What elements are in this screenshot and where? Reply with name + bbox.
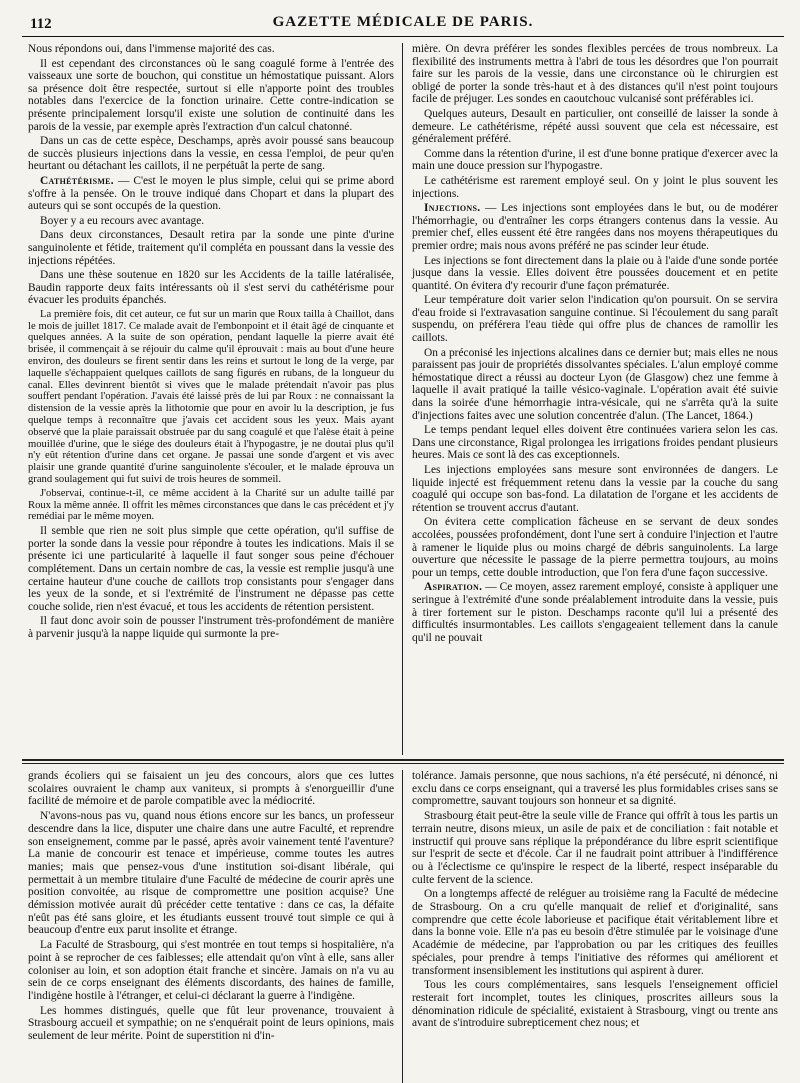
- paragraph: [412, 979, 778, 1030]
- paragraph: [412, 888, 778, 977]
- paragraph-text: On a longtemps affecté de reléguer au troisième rang la Faculté de médecine de Strasbourg. On a cru qu'elle manquait de relief et d'originalité, sans comprendre que cette école laborieuse et pacifique était véritablement libre et dans la bonne voie. Elle n'a pas eu besoin d'être stimulée par le voisinage d'une Académie de médecine, par l'approbation ou par les critiques des feuilles spéciales, pour prendre à temps l'initiative des réformes qui améliorent et transforment insensiblement les institutions qui aspirent à durer.: [412, 888, 778, 977]
- paragraph-text: Les injections se font directement dans la plaie ou à l'aide d'une sonde portée jusque dans la vessie. Elles doivent être poussées doucement et en petite quantité. On évitera d'y recourir d'une façon prématurée.: [412, 254, 778, 292]
- paragraph-text: La Faculté de Strasbourg, qui s'est montrée en tout temps si hospitalière, n'a point à se reprocher de ces faiblesses; elle attendait qu'on vînt à elle, sans aller coloniser au loin, et son adoption était franche et sincère. Jamais on n'a vu au sein de ce corps enseignant des éléments discordants, des haines de famille, l'indigène hostile à l'étranger, et celui-ci déclarant la guerre à l'indigène.: [28, 939, 394, 1002]
- paragraph-text: Dans deux circonstances, Desault retira par la sonde une pinte d'urine sanguinolente et fétide, traitement qu'il compléta en poussant dans la vessie des injections répétées.: [28, 229, 394, 267]
- paragraph-text: tolérance. Jamais personne, que nous sachions, n'a été persécuté, ni dénoncé, ni exclu dans ce corps enseignant, qui a traversé les plus formidables crises sans se compromettre, sauvant toujours son honneur et sa dignité.: [412, 770, 778, 808]
- paragraph: [28, 1005, 394, 1043]
- paragraph-text: — C'est le moyen le plus simple, celui qui se prime abord s'offre à la pensée. On le trouve indiqué dans Chopart et dans la plupart des auteurs qui se sont occupés de la question.: [28, 174, 394, 213]
- paragraph-text: On a préconisé les injections alcalines dans ce dernier but; mais elles ne nous paraissent pas jouir de propriétés dissolvantes spéciales. L'alun employé comme hémostatique direct a réussi au docteur Lyon (de Glasgow) chez une femme à laquelle il avait pratiqué la taille vésico-vaginale. L'opération avait été suivie dans la soirée d'une hémorrhagie intra-vésicale, qui ne s'arrêta qu'à la suite d'injections faites avec une solution concentrée d'alun. (The Lancet, 1864.): [412, 346, 778, 422]
- paragraph: [28, 615, 394, 640]
- paragraph: [412, 108, 778, 146]
- paragraph-text: grands écoliers qui se faisaient un jeu des concours, alors que ces luttes scolaires ouvraient le champ aux vaniteux, si prompts à s'enorgueillir d'une facilité de mémoire et de parole compatible avec la médiocrité.: [28, 770, 394, 808]
- paragraph: [28, 43, 394, 56]
- paragraph-text: Le cathétérisme est rarement employé seul. On y joint le plus souvent les injections.: [412, 174, 778, 200]
- paragraph-text: Tous les cours complémentaires, sans lesquels l'enseignement officiel resterait fort incomplet, toutes les cliniques, proscrites ailleurs sous la dénomination ridicule de spécialité, existaient à Strasbourg, vingt ou trente ans avant de s'introduire subrepticement chez nous; et: [412, 979, 778, 1030]
- paragraph: [412, 43, 778, 106]
- paragraph: [28, 175, 394, 213]
- section-label: Cathétérisme.: [40, 174, 114, 187]
- paragraph-text: Les injections employées sans mesure sont environnées de dangers. Le liquide injecté est fréquemment retenu dans la vessie par la couche du sang coagulé qui occupe son bas-fond. La dilatation de l'organe et les accidents de rétention se trouvent accrus d'autant.: [412, 464, 778, 514]
- paragraph: [412, 581, 778, 644]
- paragraph: [28, 770, 394, 808]
- paragraph-text: Le temps pendant lequel elles doivent être continuées variera selon les cas. Dans une circonstance, Rigal prolongea les irrigations froides pendant plusieurs heures. Mais ce sont là des cas exceptionnels.: [412, 424, 778, 462]
- section-separator: [22, 759, 784, 764]
- page-header: [22, 10, 784, 37]
- paragraph: [412, 202, 778, 252]
- section-label: Aspiration.: [424, 581, 483, 594]
- paragraph: [412, 770, 778, 808]
- paragraph: [412, 810, 778, 886]
- feuilleton-column-left: [22, 770, 402, 1083]
- paragraph-text: Dans un cas de cette espèce, Deschamps, après avoir poussé sans beaucoup de succès plusieurs injections dans la vessie, en cessa l'emploi, de peur qu'en heurtant ou détachant les caillots, il ne perpétuât la perte de sang.: [28, 135, 394, 173]
- section-label: Injections.: [424, 202, 481, 215]
- paragraph-text: Il semble que rien ne soit plus simple que cette opération, qu'il suffise de porter la sonde dans la vessie pour répondre à toutes les indications. Mais il se présente ici une particularité à laquelle il faut songer sous peine d'échouer complétement. Dans un certain nombre de cas, la vessie est remplie jusqu'à une certaine hauteur d'une couche de caillots trop consistants pour s'engager dans les yeux de la sonde, et si l'extrémité de l'instrument ne dépasse pas cette couche solide, rien n'est évacué, et tous les accidents de rétention persistent.: [28, 525, 394, 613]
- paragraph: [28, 525, 394, 613]
- paragraph-text: Il faut donc avoir soin de pousser l'instrument très-profondément de manière à parvenir jusqu'à la nappe liquide qui surmonte la pre-: [28, 615, 394, 640]
- paragraph-text: On évitera cette complication fâcheuse en se servant de deux sondes accolées, poussées profondément, dont l'une sert à conduire l'injection et l'autre à ramener le liquide plus ou moins chargé de débris sanguinolents. La large ouverture que nécessite le passage de la pierre permettra toujours, au moins pour un temps, cette double introduction, que l'on fera d'une façon successive.: [412, 516, 778, 579]
- paragraph: [28, 229, 394, 267]
- paragraph: [28, 58, 394, 134]
- paragraph-text: Les hommes distingués, quelle que fût leur provenance, trouvaient à Strasbourg accueil et sympathie; on ne s'enquérait point de leurs opinions, mais seulement de leur mérite. Point de superstition ni d'in-: [28, 1004, 394, 1043]
- journal-title: GAZETTE MÉDICALE DE PARIS.: [272, 14, 534, 30]
- paragraph-text: mière. On devra préférer les sondes flexibles percées de trous nombreux. La flexibilité des instruments mettra à l'abri de tous les désordres que l'on pourrait faire sur les parois de la vessie, dans une circonstance où le chirurgien est obligé de porter la sonde très-haut et à des distances qu'il n'est point toujours facile de préjuger. Les sondes en caoutchouc vulcanisé sont préférables ici.: [412, 43, 778, 106]
- paragraph-text: Boyer y a eu recours avec avantage.: [40, 214, 205, 227]
- paragraph-text: Dans une thèse soutenue en 1820 sur les Accidents de la taille latéralisée, Baudin rapporte deux faits intéressants où il s'est servi du cathétérisme pour évacuer les produits épanchés.: [28, 269, 394, 307]
- paragraph-text: — Les injections sont employées dans le but, ou de modérer l'hémorrhagie, ou d'entraîner les corps étrangers contenus dans la vessie. Au premier chef, elles eussent été être rangées dans nos moyens thérapeutiques du premier ordre; mais nous avons préféré ne pas scinder leur étude.: [412, 202, 778, 252]
- page-number: 112: [30, 16, 52, 32]
- article-section: [22, 43, 784, 755]
- paragraph: [28, 488, 394, 523]
- article-column-left: [22, 43, 402, 755]
- article-column-right: [402, 43, 784, 755]
- paragraph-text: La première fois, dit cet auteur, ce fut sur un marin que Roux tailla à Chaillot, dans le mois de juillet 1817. Ce malade avait de l'embonpoint et il était âgé de cinquante et quelques années. A la suite de son opération, pendant laquelle la pierre avait été brisée, il commençait à se réjouir du calme qu'il éprouvait : mais au bout d'une heure environ, des douleurs se firent sentir dans les reins et surtout le long de la verge, par laquelle s'échappaient quelques caillots de sang figurés en rubans, de la longueur du canal. Elles devinrent bientôt si vives que le malade prétendait n'avoir pas plus souffert pendant l'opération. J'avais été laissé près de lui par Roux : ne connaissant la distension de la vessie après la lithotomie que pour en avoir lu la description, je fus quelque temps à reconnaître que j'avais cet accident sous les yeux. Mais ayant observé que la plaie paraissait obstruée par du sang coagulé et que l'alèse était à peine mouillée d'urine, que le siége des douleurs était à l'hypogastre, je ne doutai plus qu'il n'y eût rétention d'urine dans cet organe. Je passai une sonde d'argent et vis avec plaisir une grande quantité d'urine sanguinolente s'écouler, et le malade éprouva un grand soulagement qui fut suivi de trois heures de sommeil.: [28, 308, 394, 486]
- paragraph: [28, 269, 394, 307]
- paragraph-text: Comme dans la rétention d'urine, il est d'une bonne pratique d'exercer avec la main une douce pression sur l'hypogastre.: [412, 147, 778, 173]
- paragraph-text: — Ce moyen, assez rarement employé, consiste à appliquer une seringue à l'extrémité d'une sonde préalablement introduite dans la vessie, puis à tirer fortement sur le piston. Deschamps raconte qu'il lui a présenté des difficultés insurmontables. Les caillots s'engageaient tellement dans la canule qu'il ne pouvait: [412, 581, 778, 644]
- paragraph: [412, 516, 778, 579]
- paragraph-text: Nous répondons oui, dans l'immense majorité des cas.: [28, 43, 275, 55]
- paragraph: [412, 347, 778, 423]
- paragraph: [28, 215, 394, 228]
- paragraph-text: Quelques auteurs, Desault en particulier, ont conseillé de laisser la sonde à demeure. Le cathétérisme, répété aussi souvent que cela est nécessaire, est généralement préféré.: [412, 107, 778, 146]
- paragraph-text: Leur température doit varier selon l'indication qu'on poursuit. On se servira d'eau froide si l'extravasation sanguine continue. Si l'écoulement du sang paraît suspendu, on préférera l'eau tiède qui offre plus de chances de ramollir les caillots.: [412, 294, 778, 345]
- feuilleton-column-right: [402, 770, 784, 1083]
- paragraph: [28, 309, 394, 486]
- paragraph-text: N'avons-nous pas vu, quand nous étions encore sur les bancs, un professeur descendre dans la lice, disputer une chaire dans une autre Faculté, et reprendre son enseignement, comme par le passé, après avoir vainement tenté l'aventure? La manie de concourir est tenace et impérieuse, comme toutes les autres manies; mais que pensez-vous d'une institution soi-disant libérale, qui permettait à un membre titulaire d'une Faculté de médecine de courir après une position convoitée, au risque de compromettre une position acquise? Une démission motivée aurait dû précéder cette tentative : dans ce cas, la défaite n'eût pas été sans gloire, et les étudiants eussent trouvé tout simple ce qui à beaucoup d'entre eux parut insolite et étrange.: [28, 810, 394, 937]
- paragraph: [28, 810, 394, 937]
- paragraph: [412, 148, 778, 173]
- paragraph: [412, 464, 778, 514]
- paragraph-text: Strasbourg était peut-être la seule ville de France qui offrît à tous les partis un terrain neutre, disons mieux, un asile de paix et de conciliation : fait notable et instructif qui prouve sans réplique la prépondérance du libre esprit scientifique sur l'esprit de secte et d'école. Car il ne faudrait point attribuer à l'indifférence ou à l'éclectisme ce qu'inspire le respect de la liberté, respect inséparable du culte fervent de la science.: [412, 810, 778, 886]
- paragraph: [28, 135, 394, 173]
- paragraph: [412, 294, 778, 344]
- paragraph-text: Il est cependant des circonstances où le sang coagulé forme à l'entrée des vaisseaux une sorte de bouchon, qui constitue un hémostatique puissant. Alors sa présence doit être respectée, surtout si elle n'apporte point des troubles notables dans l'exercice de la fonction urinaire. Cette contre-indication se présente principalement lorsqu'il existe une solution de continuité dans les parois de la vessie, par exemple après l'extraction d'un calcul chatonné.: [28, 57, 394, 133]
- paragraph: [412, 424, 778, 462]
- paragraph-text: J'observai, continue-t-il, ce même accident à la Charité sur un adulte taillé par Roux la même année. Il offrit les mêmes circonstances que dans le cas précédent et j'y remédiai par le même moyen.: [28, 487, 394, 523]
- paragraph: [412, 255, 778, 293]
- paragraph: [412, 175, 778, 200]
- paragraph: [28, 939, 394, 1003]
- feuilleton-section: [22, 770, 784, 1083]
